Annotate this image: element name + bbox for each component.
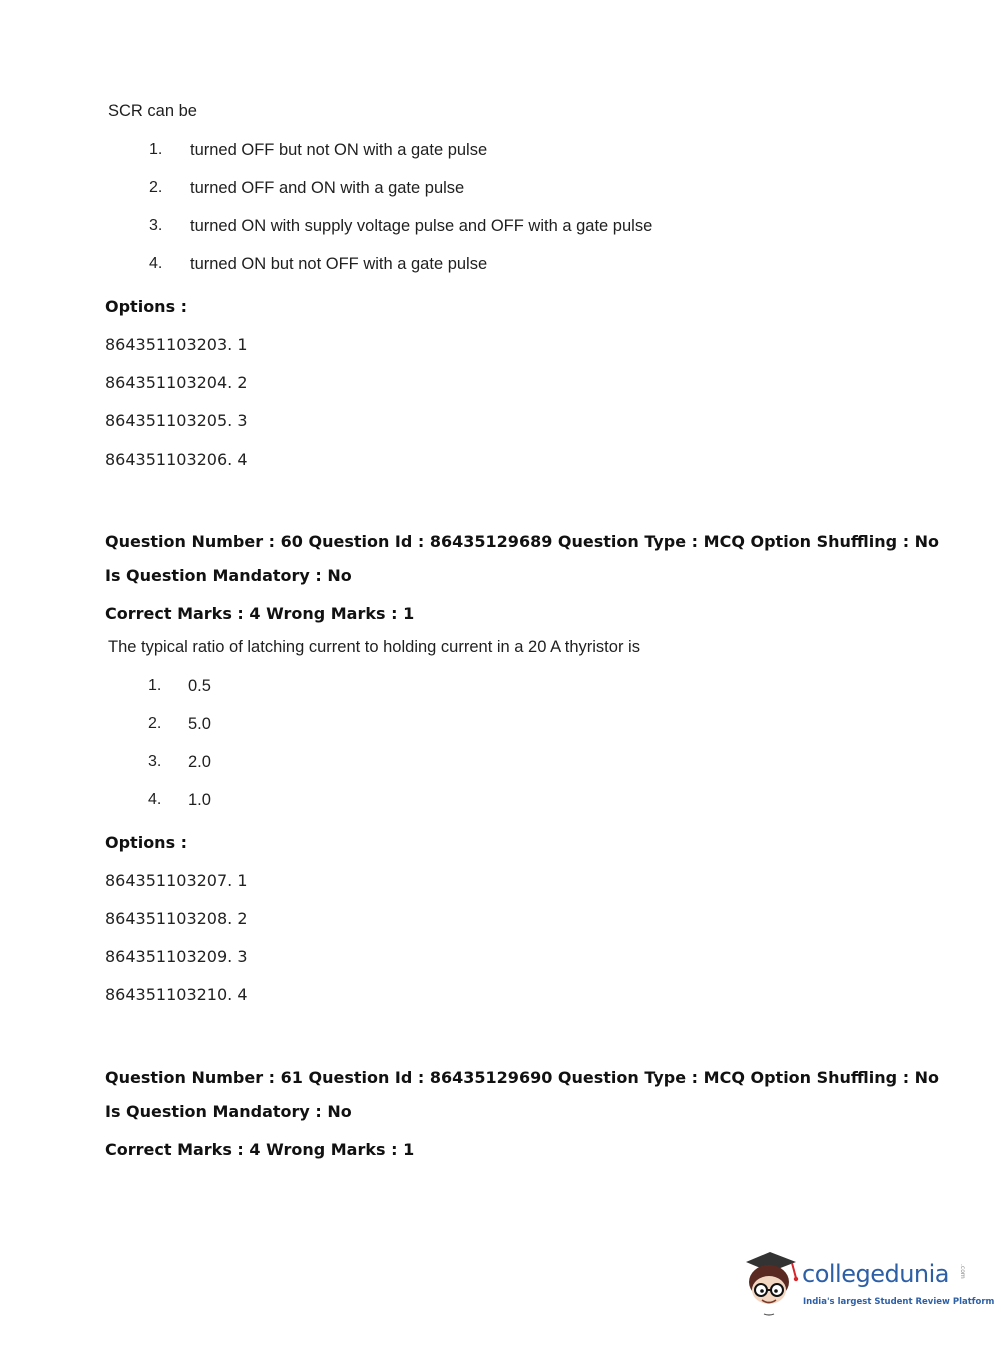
choice-number: 1.	[149, 141, 163, 158]
option-id: 864351103209. 3	[105, 947, 248, 966]
option-id: 864351103206. 4	[105, 450, 248, 469]
option-id: 864351103203. 1	[105, 335, 248, 354]
student-mascot-icon	[740, 1248, 802, 1320]
question-marks: Correct Marks : 4 Wrong Marks : 1	[105, 604, 415, 623]
choice-number: 2.	[148, 715, 162, 732]
collegedunia-logo	[740, 1248, 995, 1320]
question-text: SCR can be	[108, 102, 197, 120]
options-label: Options :	[105, 833, 188, 852]
choice-number: 1.	[148, 677, 162, 694]
option-id: 864351103207. 1	[105, 871, 248, 890]
option-id: 864351103205. 3	[105, 411, 248, 430]
question-marks: Correct Marks : 4 Wrong Marks : 1	[105, 1140, 415, 1159]
question-header: Question Number : 61 Question Id : 86435129690 Question Type : MCQ Option Shuffling : No	[105, 1068, 940, 1087]
choice-text: turned OFF but not ON with a gate pulse	[190, 141, 488, 159]
choice-text: 2.0	[188, 753, 211, 771]
options-label: Options :	[105, 297, 188, 316]
option-id: 864351103204. 2	[105, 373, 248, 392]
option-id: 864351103208. 2	[105, 909, 248, 928]
question-header: Question Number : 60 Question Id : 86435129689 Question Type : MCQ Option Shuffling : No	[105, 532, 940, 551]
choice-number: 4.	[148, 791, 162, 808]
choice-number: 4.	[149, 255, 163, 272]
choice-number: 3.	[149, 217, 163, 234]
choice-text: turned ON with supply voltage pulse and OFF with a gate pulse	[190, 217, 653, 235]
logo-wordmark: collegedunia	[802, 1260, 950, 1288]
logo-tagline: India's largest Student Review Platform	[803, 1297, 995, 1307]
choice-text: 5.0	[188, 715, 211, 733]
logo-suffix: .com	[959, 1264, 966, 1279]
option-id: 864351103210. 4	[105, 985, 248, 1004]
choice-text: 0.5	[188, 677, 211, 695]
choice-text: turned ON but not OFF with a gate pulse	[190, 255, 488, 273]
question-text: The typical ratio of latching current to holding current in a 20 A thyristor is	[108, 638, 640, 656]
choice-text: turned OFF and ON with a gate pulse	[190, 179, 465, 197]
choice-number: 2.	[149, 179, 163, 196]
choice-number: 3.	[148, 753, 162, 770]
choice-text: 1.0	[188, 791, 211, 809]
question-mandatory: Is Question Mandatory : No	[105, 566, 352, 585]
question-mandatory: Is Question Mandatory : No	[105, 1102, 352, 1121]
